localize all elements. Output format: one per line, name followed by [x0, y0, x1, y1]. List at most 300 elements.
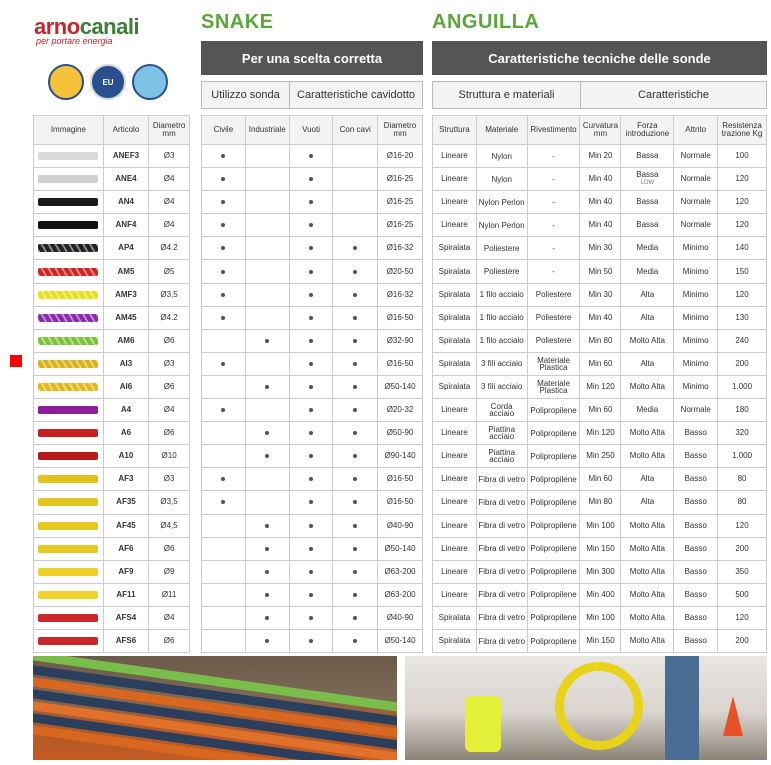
duct-vuoti	[289, 514, 333, 537]
probe-strip-icon	[38, 614, 98, 622]
brand-name-part1: arno	[34, 14, 80, 39]
probe-strip-icon	[38, 522, 98, 530]
anguilla-subheader	[432, 81, 767, 109]
bend-radius: Min 60	[580, 399, 621, 422]
duct-con-cavi	[333, 306, 378, 329]
insertion-force-value: Molto Alta	[629, 520, 665, 530]
duct-con-cavi	[333, 399, 378, 422]
duct-con-cavi	[333, 375, 378, 398]
coating: Polipropilene	[527, 514, 580, 537]
table-row	[202, 329, 423, 352]
duct-diameter: Ø16-50	[378, 306, 423, 329]
table-row	[34, 629, 190, 652]
usage-industriale	[245, 260, 289, 283]
article-code: AF9	[103, 560, 148, 583]
material: 1 filo acciaio	[476, 306, 527, 329]
material: Nylon	[476, 168, 527, 191]
check-dot-icon	[221, 223, 225, 227]
friction: Minimo	[674, 283, 718, 306]
col-immagine: Immagine	[34, 116, 104, 145]
structure: Spiralata	[433, 283, 477, 306]
check-dot-icon	[353, 547, 357, 551]
probe-image	[34, 352, 104, 375]
worker-vest	[465, 696, 501, 752]
friction: Basso	[674, 606, 718, 629]
col-diametro-cavidotto: Diametro mm	[378, 116, 423, 145]
bend-radius: Min 100	[580, 606, 621, 629]
probe-image	[34, 191, 104, 214]
probe-strip-icon	[38, 452, 98, 460]
table-row	[433, 445, 767, 468]
article-code: AI3	[103, 352, 148, 375]
duct-vuoti	[289, 306, 333, 329]
article-code: ANEF3	[103, 145, 148, 168]
product-seal-icon	[132, 64, 168, 100]
coating: Poliestere	[527, 329, 580, 352]
table-row	[433, 145, 767, 168]
duct-diameter: Ø16-25	[378, 214, 423, 237]
duct-con-cavi	[333, 445, 378, 468]
coating: -	[527, 145, 580, 168]
usage-industriale	[245, 214, 289, 237]
friction: Basso	[674, 629, 718, 652]
insertion-force	[621, 399, 674, 422]
tensile-strength: 500	[718, 583, 767, 606]
bend-radius: Min 40	[580, 306, 621, 329]
bend-radius: Min 120	[580, 375, 621, 398]
tensile-strength: 200	[718, 352, 767, 375]
check-dot-icon	[221, 408, 225, 412]
probe-image	[34, 168, 104, 191]
probe-image	[34, 606, 104, 629]
coating: Polipropilene	[527, 468, 580, 491]
duct-vuoti	[289, 329, 333, 352]
duct-con-cavi	[333, 537, 378, 560]
check-dot-icon	[221, 477, 225, 481]
col-articolo: Articolo	[103, 116, 148, 145]
article-diameter: Ø11	[149, 583, 190, 606]
friction: Basso	[674, 514, 718, 537]
check-dot-icon	[265, 385, 269, 389]
check-dot-icon	[353, 593, 357, 597]
duct-diameter: Ø16-50	[378, 491, 423, 514]
duct-con-cavi	[333, 237, 378, 260]
table-row	[202, 260, 423, 283]
material: Piattina acciaio	[476, 422, 527, 445]
friction: Basso	[674, 445, 718, 468]
check-dot-icon	[353, 293, 357, 297]
duct-con-cavi	[333, 514, 378, 537]
tensile-strength: 130	[718, 306, 767, 329]
duct-con-cavi	[333, 260, 378, 283]
insertion-force	[621, 191, 674, 214]
material: Corda acciaio	[476, 399, 527, 422]
article-diameter: Ø4	[149, 606, 190, 629]
duct-diameter: Ø32-90	[378, 329, 423, 352]
table-row	[202, 583, 423, 606]
insertion-force	[621, 329, 674, 352]
usage-civile	[202, 399, 246, 422]
usage-civile	[202, 560, 246, 583]
insertion-force-value: Molto Alta	[629, 612, 665, 622]
tensile-strength: 80	[718, 468, 767, 491]
duct-diameter: Ø16-20	[378, 145, 423, 168]
duct-diameter: Ø16-25	[378, 191, 423, 214]
table-row	[433, 399, 767, 422]
article-diameter: Ø3	[149, 145, 190, 168]
usage-civile	[202, 283, 246, 306]
coating: -	[527, 168, 580, 191]
duct-diameter: Ø40-90	[378, 606, 423, 629]
check-dot-icon	[309, 362, 313, 366]
bend-radius: Min 150	[580, 629, 621, 652]
insertion-force-value: Bassa	[636, 170, 659, 180]
probe-image	[34, 629, 104, 652]
article-code: AFS4	[103, 606, 148, 629]
tensile-strength: 180	[718, 399, 767, 422]
material: Poliestere	[476, 260, 527, 283]
check-dot-icon	[265, 547, 269, 551]
table-row	[34, 329, 190, 352]
row-marker	[10, 355, 22, 367]
tensile-strength: 140	[718, 237, 767, 260]
check-dot-icon	[353, 477, 357, 481]
structure: Lineare	[433, 145, 477, 168]
check-dot-icon	[353, 408, 357, 412]
usage-industriale	[245, 606, 289, 629]
table-row	[34, 283, 190, 306]
coating: Materiale Plastica	[527, 375, 580, 398]
table-row	[34, 445, 190, 468]
usage-industriale	[245, 514, 289, 537]
workers-probe-photo	[405, 656, 767, 760]
usage-industriale	[245, 445, 289, 468]
table-row	[433, 329, 767, 352]
table-row	[433, 260, 767, 283]
bend-radius: Min 30	[580, 283, 621, 306]
table-row	[433, 214, 767, 237]
table-row	[34, 606, 190, 629]
probe-strip-icon	[38, 314, 98, 322]
usage-civile	[202, 629, 246, 652]
usage-civile	[202, 491, 246, 514]
article-code: AM6	[103, 329, 148, 352]
insertion-force	[621, 145, 674, 168]
probe-strip-icon	[38, 406, 98, 414]
material: Fibra di vetro	[476, 629, 527, 652]
snake-table	[201, 115, 423, 653]
check-dot-icon	[265, 524, 269, 528]
table-row	[202, 352, 423, 375]
material: Fibra di vetro	[476, 491, 527, 514]
check-dot-icon	[309, 477, 313, 481]
material: 3 fili acciaio	[476, 352, 527, 375]
table-row	[34, 491, 190, 514]
duct-vuoti	[289, 191, 333, 214]
structure: Lineare	[433, 168, 477, 191]
article-code: AF11	[103, 583, 148, 606]
coating: Poliestere	[527, 306, 580, 329]
probe-strip-icon	[38, 244, 98, 252]
material: Fibra di vetro	[476, 514, 527, 537]
article-code: ANF4	[103, 214, 148, 237]
table-row	[34, 237, 190, 260]
probe-image	[34, 537, 104, 560]
usage-civile	[202, 145, 246, 168]
bend-radius: Min 300	[580, 560, 621, 583]
insertion-force-note: LOW	[640, 180, 655, 187]
article-diameter: Ø3	[149, 352, 190, 375]
check-dot-icon	[353, 524, 357, 528]
coating: -	[527, 191, 580, 214]
insertion-force	[621, 375, 674, 398]
friction: Minimo	[674, 306, 718, 329]
usage-civile	[202, 352, 246, 375]
bend-radius: Min 40	[580, 191, 621, 214]
usage-industriale	[245, 468, 289, 491]
tensile-strength: 320	[718, 422, 767, 445]
duct-diameter: Ø63-200	[378, 583, 423, 606]
check-dot-icon	[309, 246, 313, 250]
insertion-force	[621, 514, 674, 537]
check-dot-icon	[309, 616, 313, 620]
probe-image	[34, 583, 104, 606]
duct-diameter: Ø16-50	[378, 352, 423, 375]
table-row	[433, 168, 767, 191]
usage-industriale	[245, 306, 289, 329]
insertion-force	[621, 260, 674, 283]
table-row	[34, 399, 190, 422]
col-curvatura: Curvatura mm	[580, 116, 621, 145]
friction: Basso	[674, 491, 718, 514]
insertion-force	[621, 606, 674, 629]
duct-diameter: Ø90-140	[378, 445, 423, 468]
probe-image	[34, 468, 104, 491]
check-dot-icon	[309, 408, 313, 412]
usage-civile	[202, 306, 246, 329]
friction: Minimo	[674, 237, 718, 260]
check-dot-icon	[221, 362, 225, 366]
tensile-strength: 80	[718, 491, 767, 514]
worker-legs	[665, 656, 699, 760]
coating: Polipropilene	[527, 445, 580, 468]
table-row	[433, 491, 767, 514]
usage-industriale	[245, 191, 289, 214]
traffic-cone	[723, 696, 743, 736]
probe-strip-icon	[38, 152, 98, 160]
article-diameter: Ø3,5	[149, 491, 190, 514]
coating: Materiale Plastica	[527, 352, 580, 375]
table-row	[433, 283, 767, 306]
check-dot-icon	[309, 593, 313, 597]
duct-vuoti	[289, 629, 333, 652]
bend-radius: Min 80	[580, 329, 621, 352]
structure: Lineare	[433, 514, 477, 537]
duct-con-cavi	[333, 606, 378, 629]
bend-radius: Min 30	[580, 237, 621, 260]
usage-industriale	[245, 168, 289, 191]
table-row	[34, 422, 190, 445]
bend-radius: Min 400	[580, 583, 621, 606]
tensile-strength: 120	[718, 606, 767, 629]
structure: Spiralata	[433, 629, 477, 652]
snake-sub-duct: Caratteristiche cavidotto	[297, 89, 415, 101]
check-dot-icon	[309, 293, 313, 297]
check-dot-icon	[265, 593, 269, 597]
table-row	[34, 191, 190, 214]
probe-strip-icon	[38, 637, 98, 645]
insertion-force-value: Alta	[640, 358, 655, 368]
structure: Lineare	[433, 583, 477, 606]
table-row	[202, 237, 423, 260]
coating: Polipropilene	[527, 422, 580, 445]
check-dot-icon	[353, 639, 357, 643]
coating: -	[527, 237, 580, 260]
material: Poliestere	[476, 237, 527, 260]
snake-sub-usage: Utilizzo sonda	[202, 82, 290, 108]
duct-con-cavi	[333, 629, 378, 652]
duct-diameter: Ø16-50	[378, 468, 423, 491]
duct-vuoti	[289, 283, 333, 306]
check-dot-icon	[221, 270, 225, 274]
friction: Basso	[674, 422, 718, 445]
duct-con-cavi	[333, 283, 378, 306]
friction: Basso	[674, 537, 718, 560]
article-code: AF35	[103, 491, 148, 514]
table-row	[34, 214, 190, 237]
insertion-force	[621, 422, 674, 445]
snake-subheader	[201, 81, 423, 109]
check-dot-icon	[309, 200, 313, 204]
bend-radius: Min 150	[580, 537, 621, 560]
article-code: A10	[103, 445, 148, 468]
duct-vuoti	[289, 352, 333, 375]
duct-vuoti	[289, 560, 333, 583]
duct-con-cavi	[333, 422, 378, 445]
probe-image	[34, 445, 104, 468]
col-diametro: Diametro mm	[149, 116, 190, 145]
duct-vuoti	[289, 422, 333, 445]
duct-diameter: Ø50-140	[378, 537, 423, 560]
table-row	[34, 306, 190, 329]
structure: Lineare	[433, 537, 477, 560]
bend-radius: Min 60	[580, 352, 621, 375]
usage-civile	[202, 168, 246, 191]
article-diameter: Ø4	[149, 399, 190, 422]
check-dot-icon	[309, 177, 313, 181]
insertion-force	[621, 168, 674, 191]
article-code: AFS6	[103, 629, 148, 652]
probe-strip-icon	[38, 498, 98, 506]
insertion-force	[621, 283, 674, 306]
structure: Spiralata	[433, 237, 477, 260]
duct-vuoti	[289, 606, 333, 629]
table-row	[202, 145, 423, 168]
table-row	[34, 260, 190, 283]
check-dot-icon	[265, 339, 269, 343]
brand-tagline: per portare energia	[36, 36, 113, 46]
probe-strip-icon	[38, 591, 98, 599]
probe-strip-icon	[38, 175, 98, 183]
coating: -	[527, 214, 580, 237]
structure: Lineare	[433, 399, 477, 422]
probe-image	[34, 237, 104, 260]
table-row	[202, 168, 423, 191]
duct-diameter: Ø50-90	[378, 422, 423, 445]
anguilla-sub-features: Caratteristiche	[638, 89, 709, 101]
table-row	[34, 375, 190, 398]
duct-diameter: Ø50-140	[378, 629, 423, 652]
usage-industriale	[245, 537, 289, 560]
article-code: AP4	[103, 237, 148, 260]
table-row	[34, 145, 190, 168]
duct-diameter: Ø16-32	[378, 237, 423, 260]
articles-table	[33, 115, 190, 653]
probe-strip-icon	[38, 383, 98, 391]
table-row	[202, 537, 423, 560]
table-row	[34, 468, 190, 491]
check-dot-icon	[309, 524, 313, 528]
bend-radius: Min 50	[580, 260, 621, 283]
friction: Minimo	[674, 260, 718, 283]
insertion-force	[621, 583, 674, 606]
table-row	[34, 537, 190, 560]
tensile-strength: 120	[718, 283, 767, 306]
tensile-strength: 200	[718, 537, 767, 560]
bend-radius: Min 250	[580, 445, 621, 468]
duct-con-cavi	[333, 329, 378, 352]
coating: Polipropilene	[527, 606, 580, 629]
check-dot-icon	[309, 570, 313, 574]
anguilla-bar: Caratteristiche tecniche delle sonde	[432, 41, 767, 75]
certification-seal-icon	[48, 64, 84, 100]
table-row	[202, 606, 423, 629]
insertion-force-value: Molto Alta	[629, 589, 665, 599]
insertion-force-value: Molto Alta	[629, 566, 665, 576]
insertion-force	[621, 491, 674, 514]
usage-civile	[202, 191, 246, 214]
col-struttura: Struttura	[433, 116, 477, 145]
insertion-force	[621, 468, 674, 491]
insertion-force-value: Bassa	[636, 220, 659, 230]
tensile-strength: 240	[718, 329, 767, 352]
article-diameter: Ø4,5	[149, 514, 190, 537]
usage-industriale	[245, 422, 289, 445]
probe-strip-icon	[38, 337, 98, 345]
table-row	[202, 399, 423, 422]
check-dot-icon	[309, 500, 313, 504]
tensile-strength: 100	[718, 145, 767, 168]
check-dot-icon	[221, 316, 225, 320]
structure: Spiralata	[433, 606, 477, 629]
insertion-force-value: Molto Alta	[629, 636, 665, 646]
article-diameter: Ø5	[149, 260, 190, 283]
duct-vuoti	[289, 237, 333, 260]
table-row	[433, 375, 767, 398]
check-dot-icon	[309, 154, 313, 158]
structure: Spiralata	[433, 260, 477, 283]
col-rivestimento: Rivestimento	[527, 116, 580, 145]
usage-industriale	[245, 560, 289, 583]
check-dot-icon	[309, 547, 313, 551]
check-dot-icon	[221, 200, 225, 204]
check-dot-icon	[309, 270, 313, 274]
duct-con-cavi	[333, 583, 378, 606]
table-row	[202, 514, 423, 537]
usage-industriale	[245, 399, 289, 422]
insertion-force-value: Alta	[640, 474, 655, 484]
probe-strip-icon	[38, 268, 98, 276]
